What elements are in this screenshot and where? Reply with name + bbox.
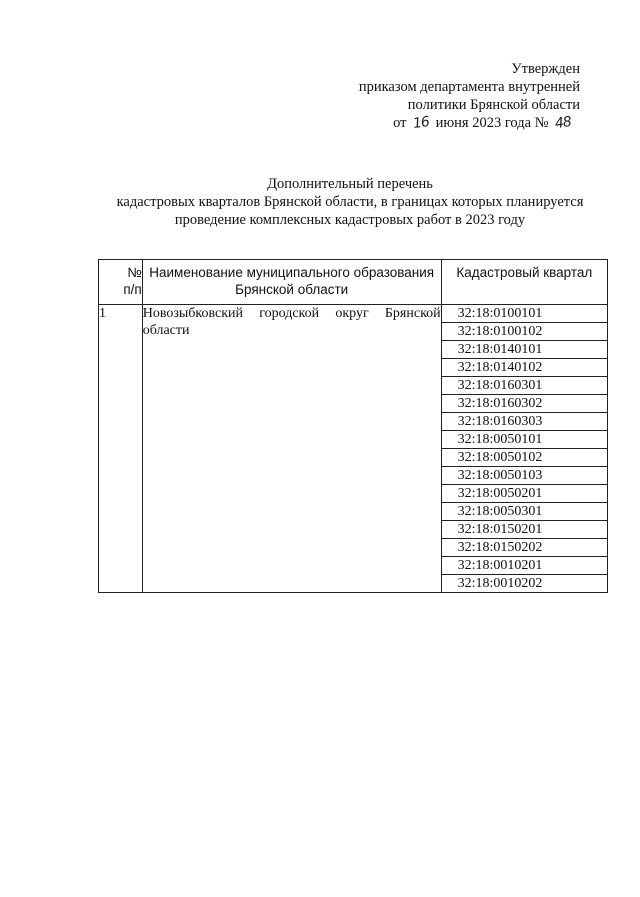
cadastral-quarter: 32:18:0050201: [442, 485, 607, 503]
approval-stamp: [300, 60, 580, 132]
table-header-row: [99, 260, 608, 305]
cadastral-quarter: 32:18:0050101: [442, 431, 607, 449]
handwritten-order-number: 48: [554, 113, 573, 133]
row-number: 1: [99, 305, 143, 593]
cadastral-quarter: 32:18:0140102: [442, 359, 607, 377]
cadastral-quarter: 32:18:0160301: [442, 377, 607, 395]
cadastral-quarter: 32:18:0050103: [442, 467, 607, 485]
approval-department-line: политики Брянской области: [407, 97, 580, 113]
cadastral-table: [98, 259, 608, 593]
cadastral-quarter: 32:18:0150201: [442, 521, 607, 539]
header-number: № п/п: [99, 260, 143, 305]
date-month-year: июня 2023 года: [435, 115, 532, 131]
cadastral-quarter: 32:18:0150202: [442, 539, 607, 557]
approval-date-line: [300, 114, 580, 132]
approval-heading: Утвержден: [511, 61, 580, 77]
cadastral-quarter: 32:18:0160303: [442, 413, 607, 431]
cadastral-quarter: 32:18:0010201: [442, 557, 607, 575]
document-title: [60, 175, 640, 229]
cadastral-quarter: 32:18:0140101: [442, 341, 607, 359]
title-line-3: проведение комплексных кадастровых работ в 2023 году: [174, 212, 526, 228]
cadastral-quarter: 32:18:0010202: [457, 576, 543, 591]
header-cadastral-quarter: Кадастровый квартал: [441, 260, 607, 305]
order-number-label: №: [534, 115, 549, 131]
cadastral-quarter: 32:18:0050102: [442, 449, 607, 467]
cadastral-list: [441, 305, 607, 593]
cadastral-quarter: 32:18:0050301: [442, 503, 607, 521]
cadastral-quarter: 32:18:0100102: [442, 323, 607, 341]
table-row: [99, 305, 608, 593]
municipality-name: Новозыбковский городской округ Брянской области: [142, 305, 441, 593]
cadastral-quarter: 32:18:0100101: [442, 305, 607, 323]
cadastral-quarter: 32:18:0160302: [442, 395, 607, 413]
header-municipality: Наименование муниципального образования Брянской области: [142, 260, 441, 305]
title-line-1: Дополнительный перечень: [267, 176, 433, 192]
handwritten-day: 16: [412, 113, 430, 133]
approval-order-line: приказом департамента внутренней: [358, 79, 580, 95]
title-line-2: кадастровых кварталов Брянской области, в границах которых планируется: [116, 194, 584, 210]
date-from-label: от: [393, 115, 407, 131]
